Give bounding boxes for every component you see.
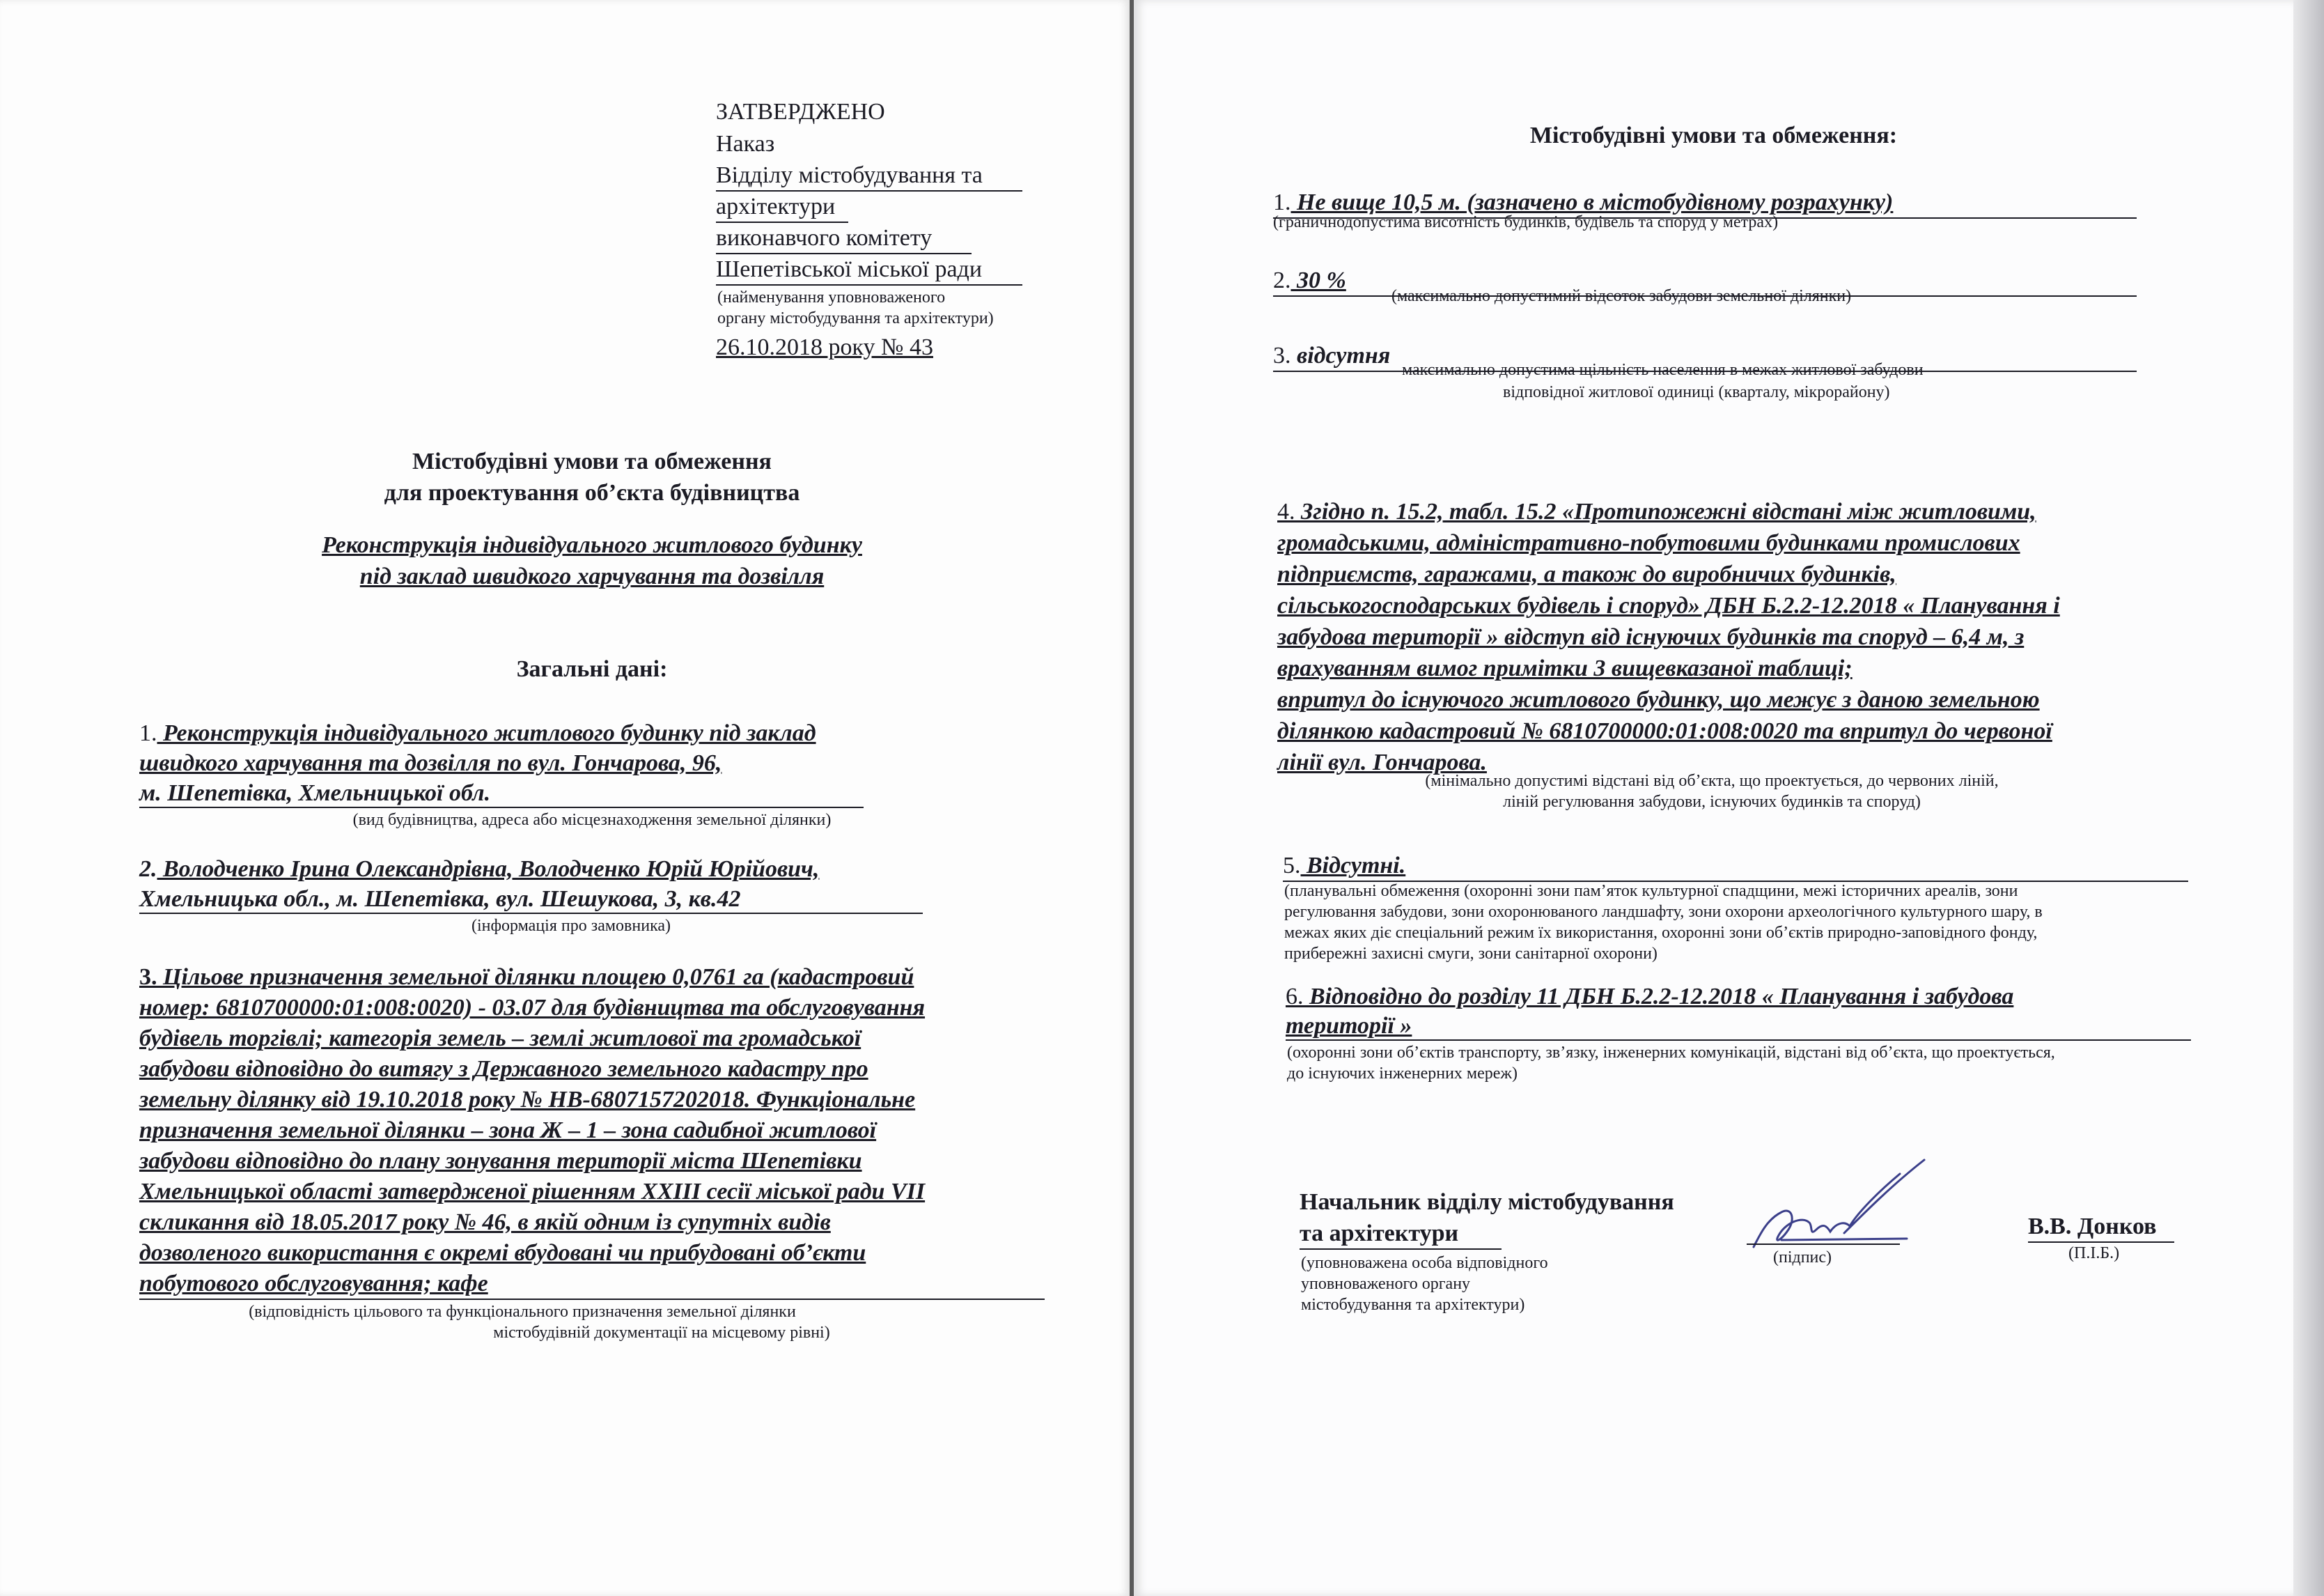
right-item-4-line-9: лінії вул. Гончарова.: [1277, 750, 1487, 775]
left-item-1-line-2: швидкого харчування та дозвілля по вул. Гончарова, 96,: [139, 750, 722, 776]
item-text: Відсутні.: [1300, 853, 1406, 878]
left-item-3-line-10: дозволеного використання є окремі вбудовані чи прибудовані об’єкти: [139, 1240, 866, 1266]
right-item-2-hint: (максимально допустимий відсоток забудови земельної ділянки): [1391, 287, 1852, 305]
item-text: Володченко Ірина Олександрівна, Володченко Юрій Юрійович,: [157, 856, 820, 882]
approved-hint-2: органу містобудування та архітектури): [717, 309, 994, 327]
left-item-3-hint-2: містобудівній документації на місцевому рівні): [493, 1324, 830, 1342]
left-item-3-hint-1: (відповідність цільового та функціонального призначення земельної ділянки: [249, 1303, 796, 1321]
left-item-3-line-2: номер: 6810700000:01:008:0020) - 03.07 для будівництва та обслуговування: [139, 995, 926, 1021]
right-item-4-hint-1: (мінімально допустимі відстані від об’єкта, що проектується, до червоних ліній,: [1425, 772, 1999, 790]
right-item-6-hint-1: (охоронні зони об’єктів транспорту, зв’язку, інженерних комунікацій, відстані від об’єкта, що проектується,: [1287, 1044, 2055, 1062]
right-item-5: [1283, 850, 1405, 882]
right-item-4-line-7: впритул до існуючого житлового будинку, що межує з даною земельною: [1277, 687, 2040, 713]
right-item-3-hint-2: відповідної житлової одиниці (кварталу, мікрорайону): [1503, 383, 1890, 401]
approved-date: 26.10.2018 року № 43: [716, 334, 933, 360]
left-item-3-line-5: земельну ділянку від 19.10.2018 року № НВ-6807157202018. Функціональне: [139, 1087, 916, 1113]
right-item-3-hint-1: максимально допустима щільність населення в межах житлової забудови: [1402, 361, 1924, 379]
left-item-3-line-1: [139, 961, 1045, 993]
signer-name: В.В. Донков: [2028, 1214, 2157, 1239]
left-item-3-line-6: призначення земельної ділянки – зона Ж – 1 – зона садибної житлової: [139, 1117, 877, 1143]
signer-role-2: та архітектури: [1300, 1221, 1459, 1246]
approved-committee: виконавчого комітету: [716, 225, 933, 251]
right-item-4-line-4: сільськогосподарських будівель і споруд» ДБН Б.2.2-12.2018 « Планування і: [1277, 593, 2060, 619]
handwritten-signature: [1740, 1156, 1949, 1261]
right-item-4-line-8: ділянкою кадастровий № 6810700000:01:008:0020 та впритул до червоної: [1277, 718, 2052, 744]
left-item-3-line-11: побутового обслуговування; кафе: [139, 1271, 488, 1296]
item-number: 2.: [139, 856, 157, 882]
right-item-5-hint-1: (планувальні обмеження (охоронні зони пам’яток культурної спадщини, межі історичних ареалів, зони: [1284, 882, 2018, 900]
object-name-1: Реконструкція індивідуального житлового будинку: [322, 532, 862, 558]
signer-role-hint-2: уповноваженого органу: [1301, 1275, 1471, 1293]
right-item-3: [1273, 340, 1390, 372]
approved-dept-2: архітектури: [716, 194, 836, 219]
item-number: 4.: [1277, 499, 1295, 525]
item-text: відсутня: [1290, 343, 1391, 369]
left-page: [0, 0, 1130, 1596]
restrictions-title: Містобудівні умови та обмеження:: [1529, 123, 1898, 148]
approved-title: ЗАТВЕРДЖЕНО: [716, 99, 885, 125]
signer-name-hint: (П.І.Б.): [2068, 1244, 2120, 1262]
doc-title-1: Містобудівні умови та обмеження: [412, 449, 772, 474]
object-name-2: під заклад швидкого харчування та дозвілля: [359, 564, 825, 589]
right-item-4-line-3: підприємств, гаражами, а також до виробничих будинків,: [1277, 561, 1896, 587]
item-number: 3.: [1273, 343, 1291, 369]
item-number: 5.: [1283, 853, 1301, 878]
right-page: [1134, 0, 2293, 1596]
left-item-2-line-2: Хмельницька обл., м. Шепетівка, вул. Шешукова, 3, кв.42: [139, 886, 741, 912]
right-item-4-hint-2: ліній регулювання забудови, існуючих будинків та споруд): [1503, 793, 1921, 811]
right-item-5-hint-2: регулювання забудови, зони охоронюваного ландшафту, зони охорони археологічного культурного шару, в: [1284, 903, 2043, 921]
left-item-3-line-3: будівель торгівлі; категорія земель – землі житлової та громадської: [139, 1025, 861, 1051]
right-item-6-line-2: території »: [1286, 1013, 1412, 1039]
scan-edge-right: [2293, 0, 2324, 1596]
right-item-6-line-1: [1286, 981, 2191, 1013]
left-item-1: [139, 718, 816, 750]
item-number: 6.: [1286, 984, 1304, 1009]
approved-council: Шепетівської міської ради: [716, 256, 983, 282]
right-item-2: [1273, 265, 1346, 297]
general-heading: Загальні дані:: [516, 656, 668, 682]
right-item-6-hint-2: до існуючих інженерних мереж): [1287, 1064, 1518, 1083]
item-text: 30 %: [1290, 268, 1346, 293]
approved-order: Наказ: [716, 131, 775, 157]
left-item-3-line-8: Хмельницької області затвердженої рішенням ХХІІІ сесії міської ради VІІ: [139, 1179, 926, 1204]
right-item-5-hint-3: межах яких діє спеціальний режим їх використання, охоронні зони об’єктів природно-заповідного фонду,: [1284, 924, 2038, 942]
item-number: 2.: [1273, 268, 1291, 293]
item-text: Не вище 10,5 м. (зазначено в містобудівному розрахунку): [1290, 189, 1894, 215]
left-item-2-hint: (інформація про замовника): [471, 917, 671, 935]
signer-role-1: Начальник відділу містобудування: [1300, 1189, 1674, 1215]
left-item-3-line-9: скликання від 18.05.2017 року № 46, в якій одним із супутніх видів: [139, 1209, 831, 1235]
left-item-1-line-3: м. Шепетівка, Хмельницької обл.: [139, 780, 491, 806]
right-item-5-hint-4: прибережні захисні смуги, зони санітарної охорони): [1284, 945, 1658, 963]
signer-role-hint-3: містобудування та архітектури): [1301, 1296, 1525, 1314]
right-item-4-line-5: забудова території » відступ від існуючих будинків та споруд – 6,4 м, з: [1277, 624, 2025, 650]
approved-hint-1: (найменування уповноваженого: [717, 288, 946, 307]
left-item-3-line-7: забудови відповідно до плану зонування території міста Шепетівки: [139, 1148, 862, 1174]
right-item-1-hint: (граничнодопустима висотність будинків, будівель та споруд у метрах): [1273, 213, 1779, 231]
item-text: Реконструкція індивідуального житлового будинку під заклад: [157, 720, 816, 746]
right-item-4-line-2: громадськими, адміністративно-побутовими будинками промислових: [1277, 530, 2020, 556]
left-item-3-line-4: забудови відповідно до витягу з Державного земельного кадастру про: [139, 1056, 868, 1082]
item-text: Цільове призначення земельної ділянки площею 0,0761 га (кадастровий: [157, 964, 914, 990]
left-item-1-hint: (вид будівництва, адреса або місцезнаходження земельної ділянки): [352, 811, 832, 829]
item-text: Згідно п. 15.2, табл. 15.2 «Протипожежні відстані між житловими,: [1295, 499, 2036, 525]
item-text: Відповідно до розділу 11 ДБН Б.2.2-12.2018 « Планування і забудова: [1303, 984, 2014, 1009]
approved-dept: Відділу містобудування та: [716, 162, 983, 188]
left-item-2: [139, 853, 819, 885]
item-number: 3.: [139, 964, 157, 990]
right-item-4-line-1: [1277, 496, 2184, 528]
doc-title-2: для проектування об’єкта будівництва: [384, 480, 800, 506]
item-number: 1.: [139, 720, 157, 746]
right-item-4-line-6: врахуванням вимог примітки 3 вищевказаної таблиці;: [1277, 656, 1853, 681]
item-number: 1.: [1273, 189, 1291, 215]
signer-role-hint-1: (уповноважена особа відповідного: [1301, 1254, 1548, 1272]
signature-hint: (підпис): [1773, 1248, 1832, 1266]
